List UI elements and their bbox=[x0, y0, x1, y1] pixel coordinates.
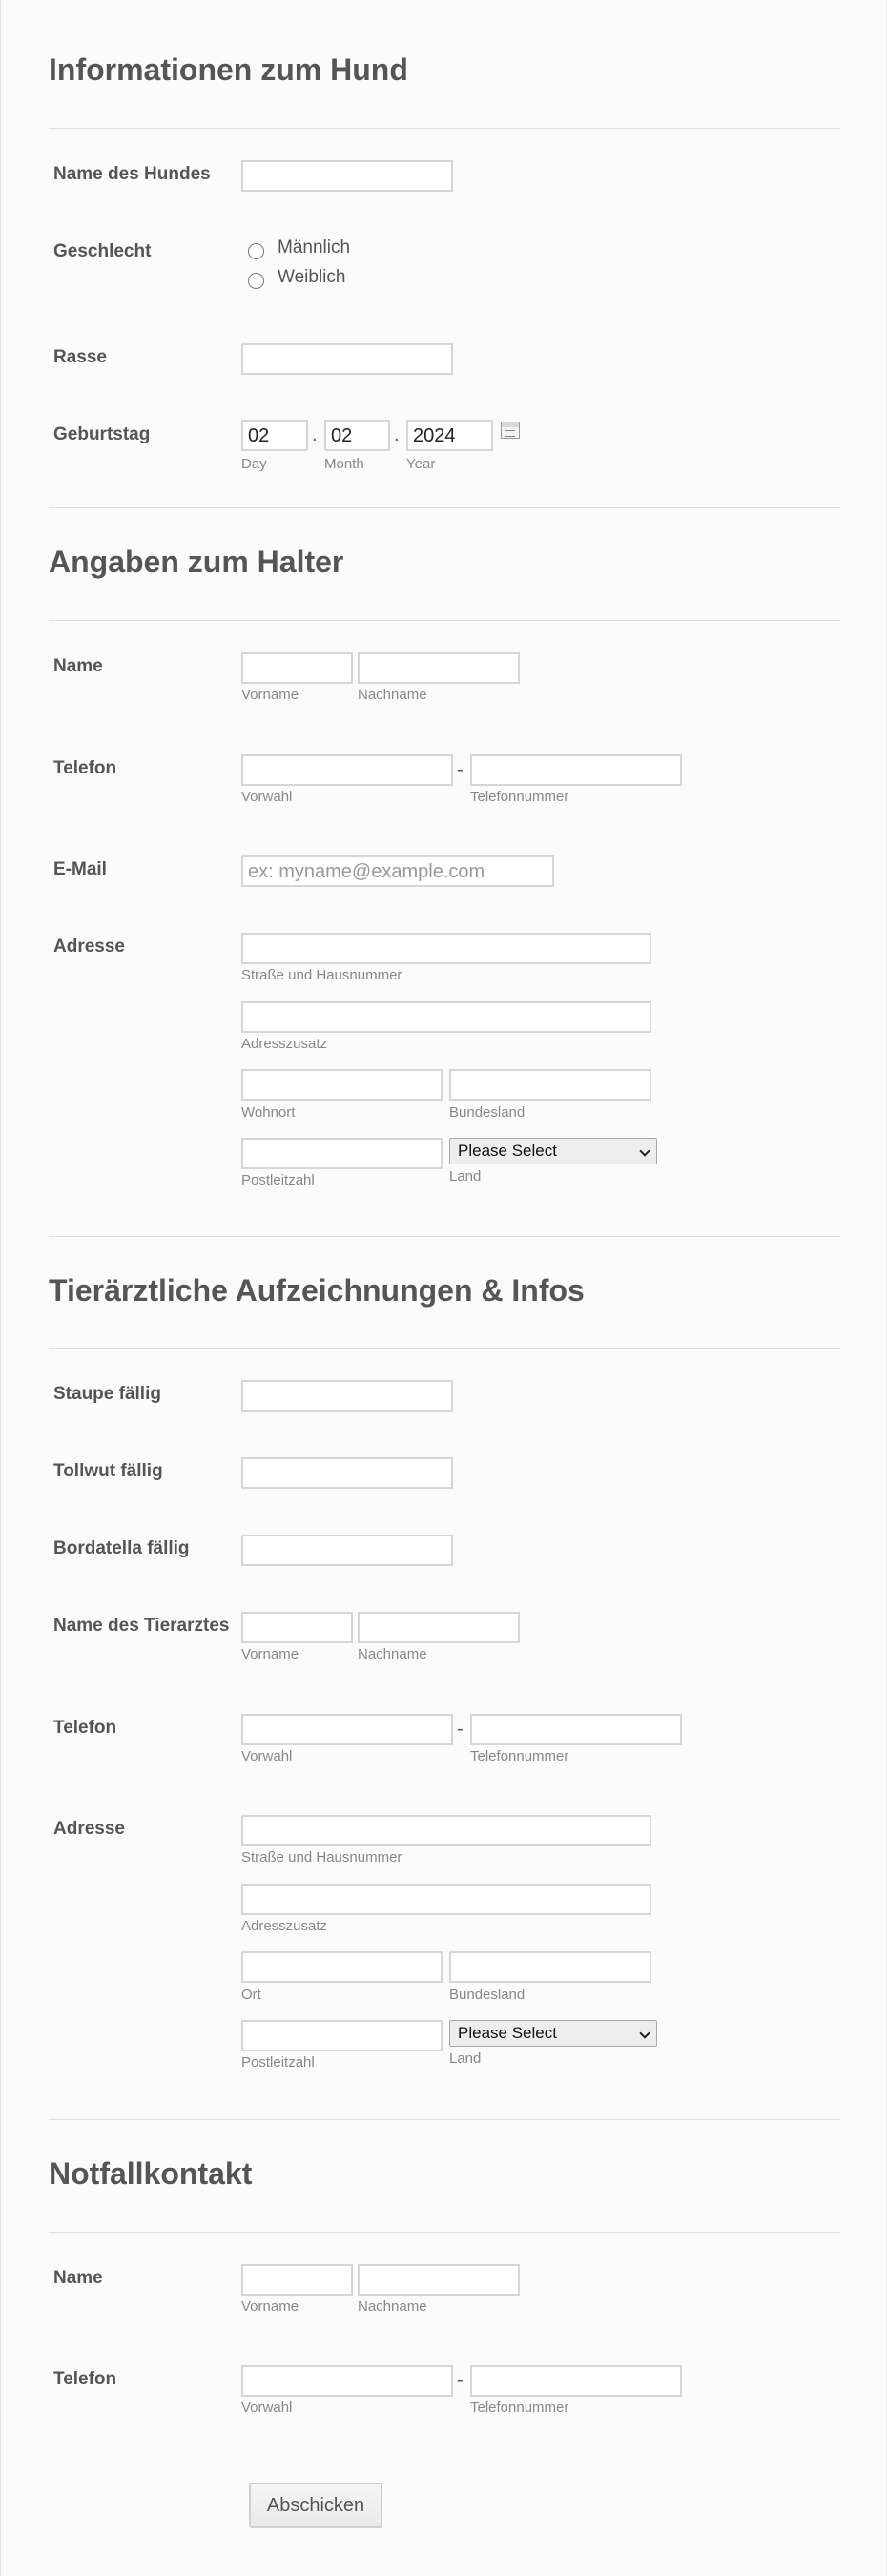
year-sublabel: Year bbox=[406, 456, 436, 472]
vet-last-name-input[interactable] bbox=[358, 1612, 520, 1643]
distemper-label: Staupe fällig bbox=[53, 1384, 161, 1404]
vet-zip-input[interactable] bbox=[241, 2020, 443, 2051]
address2-sublabel: Adresszusatz bbox=[241, 1036, 328, 1052]
section-divider bbox=[49, 128, 840, 129]
email-input[interactable]: ex: myname@example.com bbox=[241, 855, 554, 887]
email-label: E-Mail bbox=[53, 859, 107, 879]
last-name-sublabel: Nachname bbox=[358, 687, 427, 703]
rabies-input[interactable] bbox=[241, 1457, 453, 1489]
last-name-sublabel: Nachname bbox=[358, 1646, 427, 1662]
section-divider bbox=[49, 2119, 840, 2120]
vet-street-input[interactable] bbox=[241, 1815, 651, 1846]
owner-last-name-input[interactable] bbox=[358, 652, 520, 684]
birthday-year-input[interactable]: 2024 bbox=[406, 420, 493, 451]
first-name-sublabel: Vorname bbox=[241, 2298, 299, 2315]
birthday-month-input[interactable]: 02 bbox=[324, 420, 390, 451]
calendar-icon[interactable] bbox=[501, 422, 520, 439]
birthday-label: Geburtstag bbox=[53, 424, 151, 444]
date-separator: . bbox=[312, 424, 318, 445]
bordatella-input[interactable] bbox=[241, 1535, 453, 1566]
vet-country-select[interactable] bbox=[449, 2020, 657, 2047]
owner-address-label: Adresse bbox=[53, 937, 125, 957]
country-select-value: Please Select bbox=[458, 2024, 557, 2042]
country-sublabel: Land bbox=[449, 2050, 482, 2067]
dog-name-label: Name des Hundes bbox=[53, 164, 211, 184]
emergency-area-code-input[interactable] bbox=[241, 2365, 453, 2397]
phone-number-sublabel: Telefonnummer bbox=[470, 2400, 569, 2416]
phone-separator: - bbox=[457, 759, 464, 780]
emergency-phone-label: Telefon bbox=[53, 2369, 117, 2389]
last-name-sublabel: Nachname bbox=[358, 2298, 427, 2315]
chevron-down-icon bbox=[639, 2028, 650, 2038]
vet-name-label: Name des Tierarztes bbox=[53, 1616, 230, 1636]
submit-button[interactable]: Abschicken bbox=[249, 2483, 382, 2528]
gender-option-male: Männlich bbox=[278, 237, 351, 258]
owner-state-input[interactable] bbox=[449, 1069, 651, 1101]
phone-separator: - bbox=[457, 1719, 464, 1740]
vet-phone-number-input[interactable] bbox=[470, 1714, 682, 1745]
owner-country-select[interactable] bbox=[449, 1138, 657, 1164]
emergency-last-name-input[interactable] bbox=[358, 2264, 520, 2296]
owner-street-input[interactable] bbox=[241, 933, 651, 964]
area-code-sublabel: Vorwahl bbox=[241, 789, 293, 805]
emergency-name-label: Name bbox=[53, 2268, 103, 2288]
section-divider bbox=[49, 1236, 840, 1237]
owner-area-code-input[interactable] bbox=[241, 754, 453, 786]
owner-phone-label: Telefon bbox=[53, 758, 117, 778]
area-code-sublabel: Vorwahl bbox=[241, 1748, 293, 1764]
zip-sublabel: Postleitzahl bbox=[241, 1172, 315, 1188]
gender-radio-female[interactable] bbox=[248, 273, 264, 289]
section-divider bbox=[49, 2232, 840, 2233]
vet-state-input[interactable] bbox=[449, 1951, 651, 1983]
section-divider bbox=[49, 1348, 840, 1349]
owner-address2-input[interactable] bbox=[241, 1001, 651, 1033]
vet-phone-label: Telefon bbox=[53, 1718, 117, 1738]
zip-sublabel: Postleitzahl bbox=[241, 2054, 315, 2071]
first-name-sublabel: Vorname bbox=[241, 687, 299, 703]
breed-label: Rasse bbox=[53, 347, 107, 367]
phone-number-sublabel: Telefonnummer bbox=[470, 789, 569, 805]
owner-name-label: Name bbox=[53, 656, 103, 676]
section-title-dog: Informationen zum Hund bbox=[49, 52, 408, 87]
phone-separator: - bbox=[457, 2370, 464, 2391]
owner-phone-number-input[interactable] bbox=[470, 754, 682, 786]
section-divider bbox=[49, 507, 840, 508]
gender-radio-male[interactable] bbox=[248, 243, 264, 259]
vet-address-label: Adresse bbox=[53, 1819, 125, 1839]
state-sublabel: Bundesland bbox=[449, 1104, 526, 1121]
day-sublabel: Day bbox=[241, 456, 267, 472]
section-divider bbox=[49, 620, 840, 621]
bordatella-label: Bordatella fällig bbox=[53, 1538, 190, 1558]
vet-address2-input[interactable] bbox=[241, 1884, 651, 1915]
vet-area-code-input[interactable] bbox=[241, 1714, 453, 1745]
emergency-phone-number-input[interactable] bbox=[470, 2365, 682, 2397]
rabies-label: Tollwut fällig bbox=[53, 1461, 163, 1481]
vet-city-input[interactable] bbox=[241, 1951, 443, 1983]
owner-zip-input[interactable] bbox=[241, 1138, 443, 1169]
section-title-owner: Angaben zum Halter bbox=[49, 545, 344, 579]
owner-city-input[interactable] bbox=[241, 1069, 443, 1101]
area-code-sublabel: Vorwahl bbox=[241, 2400, 293, 2416]
gender-label: Geschlecht bbox=[53, 241, 152, 261]
section-title-emergency: Notfallkontakt bbox=[49, 2156, 253, 2191]
street-sublabel: Straße und Hausnummer bbox=[241, 967, 402, 983]
country-sublabel: Land bbox=[449, 1168, 482, 1185]
breed-input[interactable] bbox=[241, 343, 453, 375]
section-title-vet: Tierärztliche Aufzeichnungen & Infos bbox=[49, 1273, 585, 1308]
birthday-day-input[interactable]: 02 bbox=[241, 420, 308, 451]
month-sublabel: Month bbox=[324, 456, 364, 472]
street-sublabel: Straße und Hausnummer bbox=[241, 1849, 402, 1865]
city-sublabel: Wohnort bbox=[241, 1104, 296, 1121]
emergency-first-name-input[interactable] bbox=[241, 2264, 353, 2296]
address2-sublabel: Adresszusatz bbox=[241, 1918, 328, 1934]
country-select-value: Please Select bbox=[458, 1142, 557, 1160]
chevron-down-icon bbox=[639, 1145, 650, 1156]
first-name-sublabel: Vorname bbox=[241, 1646, 299, 1662]
phone-number-sublabel: Telefonnummer bbox=[470, 1748, 569, 1764]
owner-first-name-input[interactable] bbox=[241, 652, 353, 684]
date-separator: . bbox=[394, 424, 400, 445]
city-sublabel: Ort bbox=[241, 1987, 261, 2003]
gender-option-female: Weiblich bbox=[278, 267, 346, 287]
vet-first-name-input[interactable] bbox=[241, 1612, 353, 1643]
state-sublabel: Bundesland bbox=[449, 1987, 526, 2003]
distemper-input[interactable] bbox=[241, 1380, 453, 1412]
dog-name-input[interactable] bbox=[241, 160, 453, 192]
